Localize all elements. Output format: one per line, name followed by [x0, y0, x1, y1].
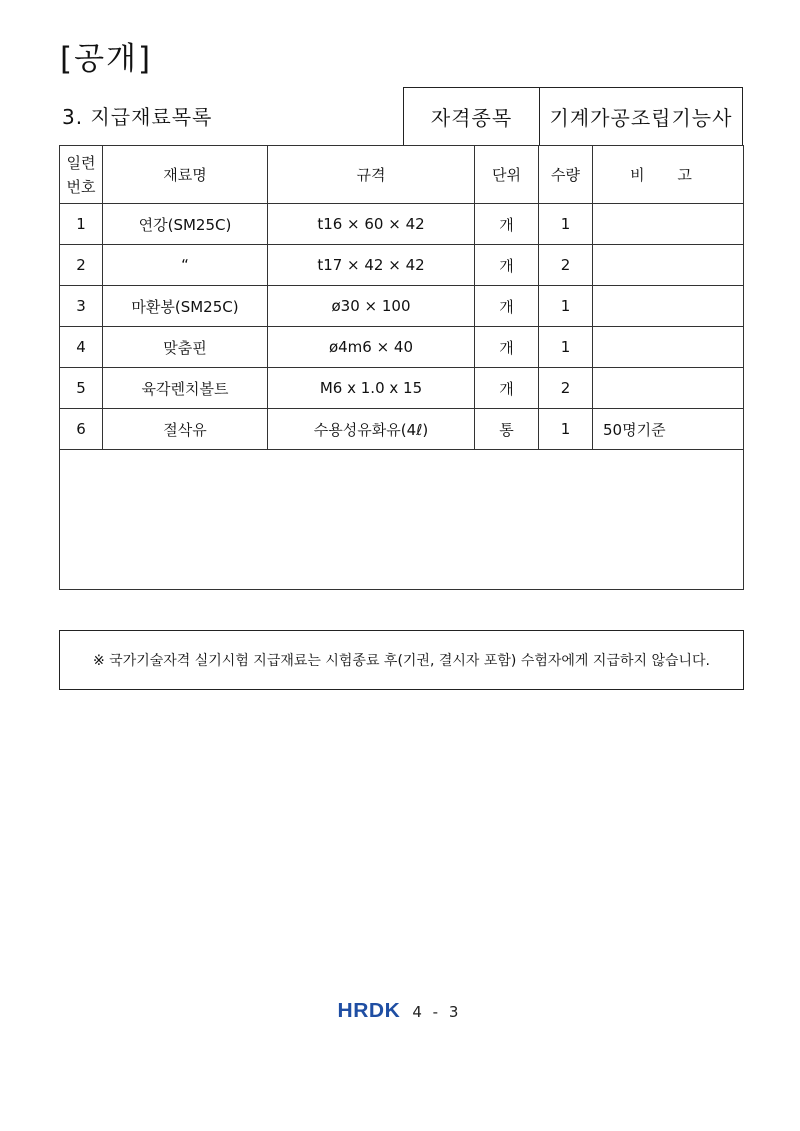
- table-row: [60, 327, 744, 368]
- table-empty-area: [60, 450, 744, 590]
- cell-unit: 개: [475, 368, 539, 409]
- cell-unit: 개: [475, 327, 539, 368]
- page-footer: [0, 1000, 800, 1023]
- page-number: 4 - 3: [412, 1002, 462, 1021]
- table-header-row: [60, 146, 744, 204]
- cell-unit: 통: [475, 409, 539, 450]
- cell-specification: t16 × 60 × 42: [268, 204, 475, 245]
- cell-specification: ø4m6 × 40: [268, 327, 475, 368]
- certification-value: 기계가공조립기능사: [549, 106, 733, 130]
- cell-serial-number: 2: [60, 245, 103, 286]
- cell-remark: [593, 327, 744, 368]
- cell-quantity: 1: [539, 286, 593, 327]
- header-quantity: 수량: [539, 146, 593, 204]
- header-serial-number-line2: 번호: [66, 177, 96, 196]
- table-row: [60, 245, 744, 286]
- cell-unit: 개: [475, 286, 539, 327]
- hrdk-logo: HRDK: [337, 1000, 400, 1022]
- empty-cell: [60, 450, 744, 590]
- header-serial-number-line1: 일련: [66, 153, 96, 172]
- certification-label: 자격종목: [404, 88, 540, 145]
- cell-serial-number: 1: [60, 204, 103, 245]
- cell-material-name: 맞춤핀: [103, 327, 268, 368]
- cell-quantity: 1: [539, 204, 593, 245]
- cell-specification: 수용성유화유(4ℓ): [268, 409, 475, 450]
- table-row: [60, 286, 744, 327]
- cell-remark: [593, 245, 744, 286]
- cell-quantity: 2: [539, 245, 593, 286]
- cell-serial-number: 3: [60, 286, 103, 327]
- cell-specification: ø30 × 100: [268, 286, 475, 327]
- cell-material-name: 연강(SM25C): [103, 204, 268, 245]
- cell-unit: 개: [475, 204, 539, 245]
- section-header: [60, 87, 743, 146]
- notice-text: ※ 국가기술자격 실기시험 지급재료는 시험종료 후(기권, 결시자 포함) 수험자에게 지급하지 않습니다.: [92, 653, 710, 669]
- cell-material-name: 절삭유: [103, 409, 268, 450]
- header-material-name: 재료명: [103, 146, 268, 204]
- cell-unit: 개: [475, 245, 539, 286]
- cell-quantity: 2: [539, 368, 593, 409]
- cell-serial-number: 5: [60, 368, 103, 409]
- cell-material-name: 육각렌치볼트: [103, 368, 268, 409]
- header-unit: 단위: [475, 146, 539, 204]
- cell-specification: M6 x 1.0 x 15: [268, 368, 475, 409]
- header-specification: 규격: [268, 146, 475, 204]
- table-row: [60, 368, 744, 409]
- cell-quantity: 1: [539, 409, 593, 450]
- notice-box: [59, 630, 744, 690]
- cell-serial-number: 6: [60, 409, 103, 450]
- cell-material-name: “: [103, 245, 268, 286]
- document-classification-tag: [공개]: [60, 41, 153, 77]
- cell-specification: t17 × 42 × 42: [268, 245, 475, 286]
- table-row: [60, 204, 744, 245]
- cell-remark: [593, 286, 744, 327]
- materials-table: [59, 145, 744, 590]
- cell-material-name: 마환봉(SM25C): [103, 286, 268, 327]
- cell-serial-number: 4: [60, 327, 103, 368]
- certification-box: [403, 87, 743, 146]
- cell-remark: [593, 368, 744, 409]
- header-serial-number: [60, 146, 103, 204]
- header-remark: 비 고: [593, 146, 744, 204]
- cell-remark: 50명기준: [593, 409, 744, 450]
- cell-remark: [593, 204, 744, 245]
- table-row: [60, 409, 744, 450]
- section-title: 3. 지급재료목록: [62, 105, 213, 129]
- cell-quantity: 1: [539, 327, 593, 368]
